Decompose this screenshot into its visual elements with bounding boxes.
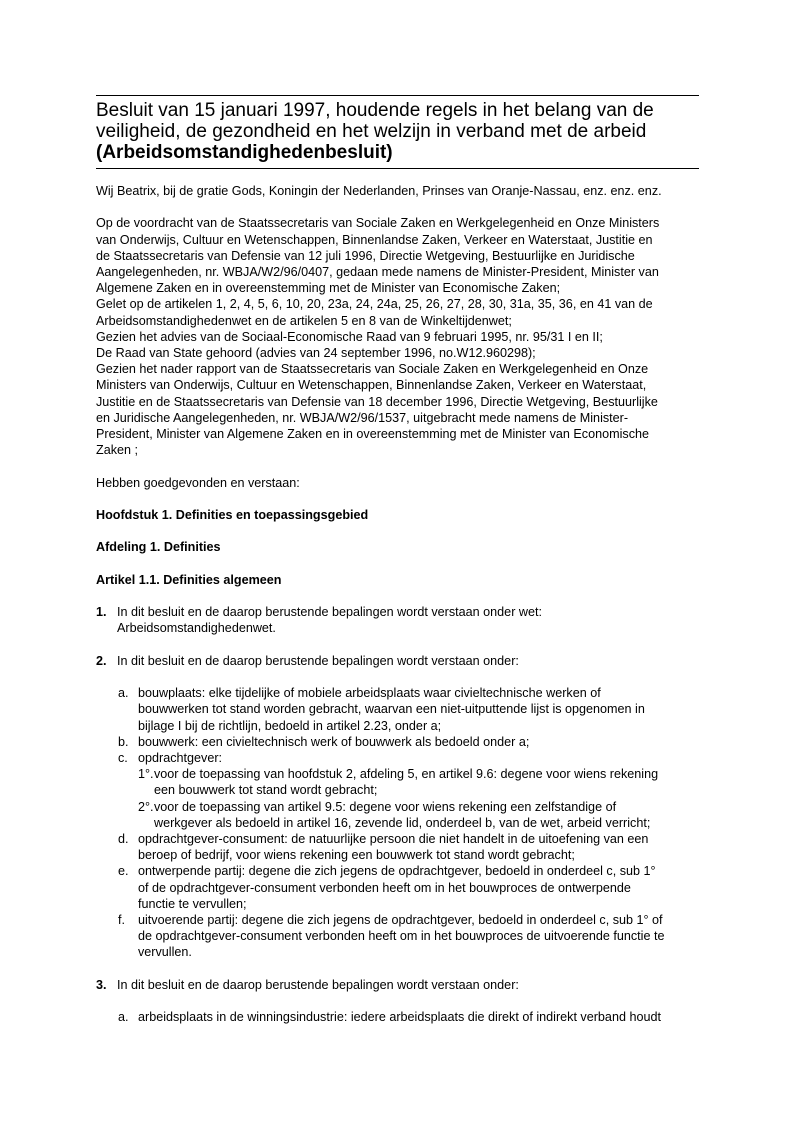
- definition-letter: e.: [118, 864, 129, 879]
- definition-line: bouwplaats: elke tijdelijke of mobiele arbeidsplaats waar civieltechnische werken of: [138, 686, 601, 701]
- title-line-2: veiligheid, de gezondheid en het welzijn in verband met de arbeid: [96, 121, 647, 142]
- definition-letter: c.: [118, 750, 128, 765]
- definition-letter: d.: [118, 832, 129, 846]
- definition-list-item-2: [96, 685, 699, 960]
- article-heading: Artikel 1.1. Definities algemeen: [96, 572, 282, 587]
- preamble-considerations: [96, 215, 699, 458]
- preamble-line: Ministers van Onderwijs, Cultuur en Wetenschappen, Binnenlandse Zaken, Verkeer en Waterstaat,: [96, 378, 647, 393]
- item-number: 3.: [96, 977, 107, 992]
- definition-line: functie te vervullen;: [138, 896, 247, 911]
- document-title: [96, 100, 699, 163]
- definition-line: opdrachtgever-consument: de natuurlijke persoon die niet handelt in de uitoefening van een: [138, 832, 649, 846]
- definition-letter: b.: [118, 734, 129, 749]
- definition-a: [118, 685, 699, 734]
- definition-line: bouwwerken tot stand worden gebracht, waarvan een niet-uitputtende lijst is opgenomen in: [138, 702, 645, 717]
- preamble-line: Aangelegenheden, nr. WBJA/W2/96/0407, gedaan mede namens de Minister-President, Minister van: [96, 265, 659, 279]
- definition-list-item-3: [96, 1009, 699, 1025]
- definition-line: arbeidsplaats in de winningsindustrie: iedere arbeidsplaats die direkt of indirekt verband houdt: [138, 1010, 661, 1025]
- definition-b: [118, 734, 699, 750]
- preamble-line: Gelet op de artikelen 1, 2, 4, 5, 6, 10, 20, 23a, 24, 24a, 25, 26, 27, 28, 30, 31a, 35, 36, en 41 van de: [96, 297, 653, 312]
- sub-line: werkgever als bedoeld in artikel 16, zevende lid, onderdeel b, van de wet, arbeid verricht;: [154, 815, 651, 830]
- title-bottom-rule: [96, 168, 699, 169]
- preamble-line: President, Minister van Algemene Zaken en in overeenstemming met de Minister van Economische: [96, 427, 649, 442]
- preamble-line: de Staatssecretaris van Defensie van 12 juli 1996, Directie Wetgeving, Bestuurlijke en Juridische: [96, 248, 635, 263]
- article-item-1: [96, 604, 699, 636]
- preamble-line: Gezien het advies van de Sociaal-Economische Raad van 9 februari 1995, nr. 95/31 I en II;: [96, 329, 603, 344]
- definition-letter: f.: [118, 913, 125, 928]
- preamble-decision: Hebben goedgevonden en verstaan:: [96, 475, 300, 490]
- section-heading: Afdeling 1. Definities: [96, 540, 221, 555]
- definition-a: [118, 1009, 699, 1025]
- preamble-line: van Onderwijs, Cultuur en Wetenschappen, Binnenlandse Zaken, Verkeer en Waterstaat, Justitie en: [96, 232, 653, 247]
- definition-line: bouwwerk: een civieltechnisch werk of bouwwerk als bedoeld onder a;: [138, 734, 530, 749]
- definition-d: [118, 831, 699, 863]
- definition-c-sub-2: [138, 799, 699, 831]
- title-line-1: Besluit van 15 januari 1997, houdende regels in het belang van de: [96, 100, 654, 121]
- sub-number: 2°.: [138, 799, 154, 814]
- definition-line: ontwerpende partij: degene die zich jegens de opdrachtgever, bedoeld in onderdeel c, sub 1°: [138, 864, 656, 879]
- document-page: [96, 95, 699, 1025]
- item-line: Arbeidsomstandighedenwet.: [117, 621, 276, 636]
- preamble-line: De Raad van State gehoord (advies van 24 september 1996, no.W12.960298);: [96, 346, 536, 361]
- definition-c-sub-1: [138, 766, 699, 798]
- sub-line: een bouwwerk tot stand wordt gebracht;: [154, 783, 378, 798]
- preamble-line: Justitie en de Staatssecretaris van Defensie van 18 december 1996, Directie Wetgeving, Bestuurlijke: [96, 394, 658, 409]
- preamble-line: Gezien het nader rapport van de Staatssecretaris van Sociale Zaken en Werkgelegenheid en Onze: [96, 362, 649, 377]
- definition-line: uitvoerende partij: degene die zich jegens de opdrachtgever, bedoeld in onderdeel c, sub 1° of: [138, 913, 663, 928]
- sub-number: 1°.: [138, 767, 154, 782]
- item-number: 1.: [96, 605, 107, 620]
- preamble-line: Algemene Zaken en in overeenstemming met de Minister van Economische Zaken;: [96, 281, 561, 296]
- preamble-line: Op de voordracht van de Staatssecretaris van Sociale Zaken en Werkgelegenheid en Onze Ministers: [96, 216, 660, 231]
- document-body: [96, 183, 699, 1025]
- item-number: 2.: [96, 653, 107, 668]
- preamble-line: en Juridische Aangelegenheden, nr. WBJA/W2/96/1537, uitgebracht mede namens de Minister-: [96, 410, 629, 425]
- definition-line: opdrachtgever:: [138, 750, 223, 765]
- definition-c: [118, 750, 699, 831]
- definition-line: beroep of bedrijf, voor wiens rekening een bouwwerk tot stand wordt gebracht;: [138, 848, 575, 863]
- item-text: In dit besluit en de daarop berustende bepalingen wordt verstaan onder:: [117, 977, 519, 992]
- item-text: In dit besluit en de daarop berustende bepalingen wordt verstaan onder:: [117, 653, 519, 668]
- sub-line: voor de toepassing van artikel 9.5: degene voor wiens rekening een zelfstandige of: [154, 799, 617, 814]
- preamble-intro: Wij Beatrix, bij de gratie Gods, Koningin der Nederlanden, Prinses van Oranje-Nassau, enz. enz. enz.: [96, 184, 662, 198]
- definition-line: bijlage I bij de richtlijn, bedoeld in artikel 2.23, onder a;: [138, 718, 442, 733]
- preamble-line: Arbeidsomstandighedenwet en de artikelen 5 en 8 van de Winkeltijdenwet;: [96, 313, 512, 328]
- definition-line: vervullen.: [138, 945, 192, 960]
- title-block: [96, 96, 699, 168]
- sub-line: voor de toepassing van hoofdstuk 2, afdeling 5, en artikel 9.6: degene voor wiens rekening: [154, 767, 659, 782]
- definition-f: [118, 912, 699, 961]
- title-short-name: (Arbeidsomstandighedenbesluit): [96, 142, 393, 163]
- definition-line: de opdrachtgever-consument verbonden heeft om in het bouwproces de uitvoerende functie te: [138, 929, 665, 944]
- preamble-line: Zaken ;: [96, 443, 138, 458]
- definition-e: [118, 863, 699, 912]
- item-line: In dit besluit en de daarop berustende bepalingen wordt verstaan onder wet:: [117, 605, 542, 620]
- definition-letter: a.: [118, 1010, 129, 1025]
- article-item-2: [96, 653, 699, 669]
- chapter-heading: Hoofdstuk 1. Definities en toepassingsgebied: [96, 508, 369, 523]
- definition-line: of de opdrachtgever-consument verbonden heeft om in het bouwproces de ontwerpende: [138, 880, 631, 895]
- article-item-3: [96, 977, 699, 993]
- definition-letter: a.: [118, 686, 129, 701]
